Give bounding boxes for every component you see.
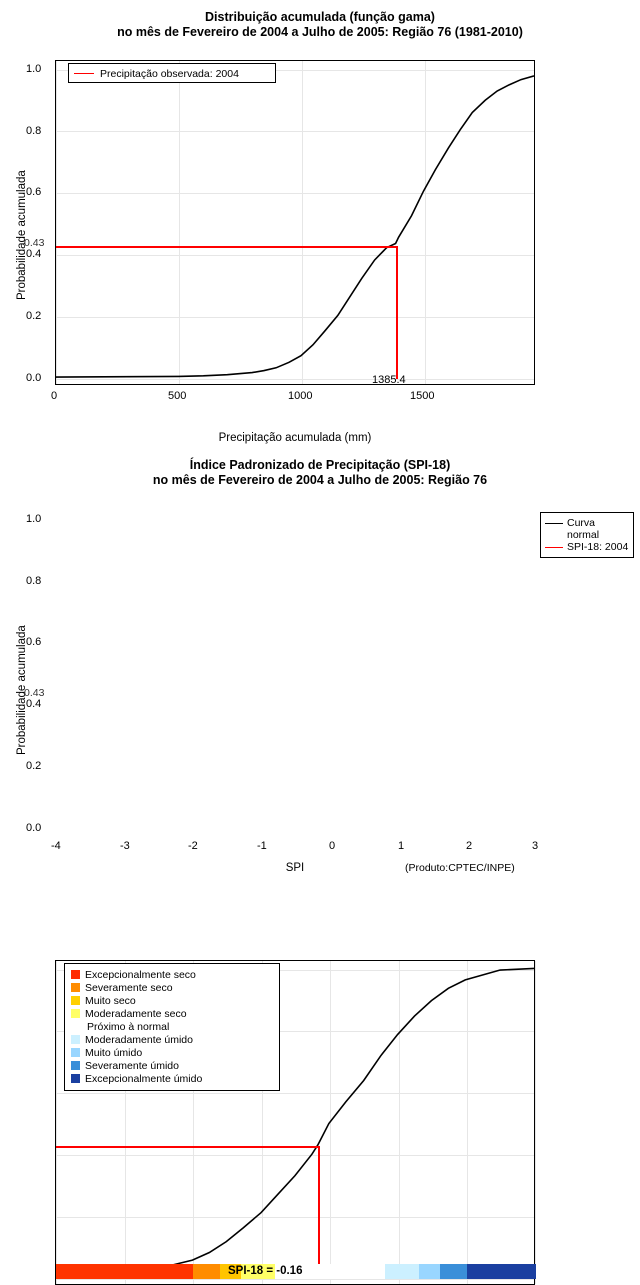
legend-cat-label: Severamente úmido [85,1059,179,1072]
y-tick-2-top: 0.4 [26,248,42,260]
gridline-x-3b [535,961,536,1284]
x-annotation-1385-top: 1385.4 [372,374,406,386]
legend-categories [64,963,280,1091]
legend-right-row-spi [545,541,629,553]
x-tick-3-top: 1500 [410,390,435,402]
red-horizontal-line-bottom [56,1146,319,1148]
legend-line-black-icon [545,523,563,524]
swatch-severamente-umido [71,1061,80,1070]
swatch-muito-umido [71,1048,80,1057]
y-tick-0-bottom: 0.0 [26,822,42,834]
swatch-moderadamente-umido [71,1035,80,1044]
spi-seg-exc-seco [56,1264,193,1279]
legend-cat-row [71,1046,273,1059]
legend-cat-label: Moderadamente úmido [85,1033,193,1046]
chart-title-bottom-line2: no mês de Fevereiro de 2004 a Julho de 2005: Região 76 [152,473,488,487]
red-vertical-line-top [396,246,398,379]
x-tick-m2: -2 [188,840,198,852]
legend-cat-row [71,1059,273,1072]
legend-right-bottom [540,512,634,558]
legend-line-icon [74,73,94,74]
x-tick-m4: -4 [51,840,61,852]
spi-seg-exc-umido [467,1264,536,1279]
y-tick-0-top: 0.0 [26,372,42,384]
legend-cat-label: Excepcionalmente seco [85,968,196,981]
plot-area-top [55,60,535,385]
x-axis-label-top: Precipitação acumulada (mm) [218,432,372,444]
legend-top [68,63,276,83]
y-tick-3-top: 0.6 [26,186,42,198]
swatch-excepcionalmente-seco [71,970,80,979]
spi-seg-sev-seco [193,1264,220,1279]
legend-right-label-normal: normal [567,529,600,541]
legend-cat-row [71,968,273,981]
legend-cat-row [71,1033,273,1046]
x-tick-2b: 2 [466,840,473,852]
spi-seg-mod-umido [385,1264,419,1279]
legend-cat-label: Excepcionalmente úmido [85,1072,203,1085]
y-tick-4-top: 0.8 [26,125,42,137]
x-tick-0-top: 0 [51,390,58,402]
swatch-excepcionalmente-umido [71,1074,80,1083]
x-tick-3b: 3 [532,840,539,852]
y-tick-1-top: 0.2 [26,310,42,322]
y-tick-3-bottom: 0.6 [26,636,42,648]
spi-seg-muito-umido [419,1264,440,1279]
x-tick-1-top: 500 [168,390,187,402]
cumulative-gamma-chart-panel [0,0,640,450]
swatch-proximo-a-normal [71,1021,82,1032]
red-vertical-line-bottom [318,1146,320,1279]
chart-title-line2: no mês de Fevereiro de 2004 a Julho de 2005: Região 76 (1981-2010) [117,25,523,39]
red-horizontal-line-top [56,246,397,248]
legend-cat-label: Muito úmido [85,1046,143,1059]
legend-cat-row [71,1007,273,1020]
y-tick-5-bottom: 1.0 [26,513,42,525]
y-tick-1-bottom: 0.2 [26,760,42,772]
gamma-cdf-curve [56,61,534,384]
x-tick-m1: -1 [257,840,267,852]
x-tick-2-top: 1000 [288,390,313,402]
swatch-severamente-seco [71,983,80,992]
y-annotation-043-top: 0.43 [24,237,45,249]
x-tick-1b: 1 [398,840,405,852]
chart-title-line1: Distribuição acumulada (função gama) [205,10,435,24]
legend-right-label-curva: Curva [567,517,596,529]
y-tick-2-bottom: 0.4 [26,698,42,710]
chart-title-bottom-line1: Índice Padronizado de Precipitação (SPI-18) [189,458,451,472]
legend-right-row-curve2 [545,529,629,541]
chart-title-bottom [0,450,640,488]
legend-cat-label: Muito seco [85,994,136,1007]
legend-cat-label: Severamente seco [85,981,173,994]
spi-seg-sev-umido [440,1264,467,1279]
legend-right-label-spi: SPI-18: 2004 [567,541,629,553]
legend-cat-row [71,981,273,994]
y-annotation-043-bottom: 0.43 [24,687,45,699]
legend-cat-label: Próximo à normal [87,1020,170,1033]
swatch-muito-seco [71,996,80,1005]
legend-cat-label: Moderadamente seco [85,1007,187,1020]
swatch-moderadamente-seco [71,1009,80,1018]
chart-title-top [0,0,640,40]
legend-row-observed [74,67,270,80]
legend-line-red-icon [545,547,563,548]
x-tick-0b: 0 [329,840,336,852]
spi-chart-panel [0,450,640,1277]
x-tick-m3: -3 [120,840,130,852]
y-axis-label-top: Probabilidade acumulada [16,170,28,300]
x-axis-label-bottom: SPI [285,862,305,874]
y-tick-5-top: 1.0 [26,63,42,75]
legend-cat-row [71,1072,273,1085]
legend-cat-row [71,1020,273,1033]
legend-label-observed: Precipitação observada: 2004 [100,67,239,80]
spi-value-label: SPI-18 = -0.16 [228,1265,303,1277]
y-tick-4-bottom: 0.8 [26,575,42,587]
plot-area-bottom [55,960,535,1285]
legend-right-row-curve [545,517,629,529]
legend-cat-row [71,994,273,1007]
y-axis-label-bottom: Probabilidade acumulada [16,625,28,755]
credit-text: (Produto:CPTEC/INPE) [405,862,515,874]
